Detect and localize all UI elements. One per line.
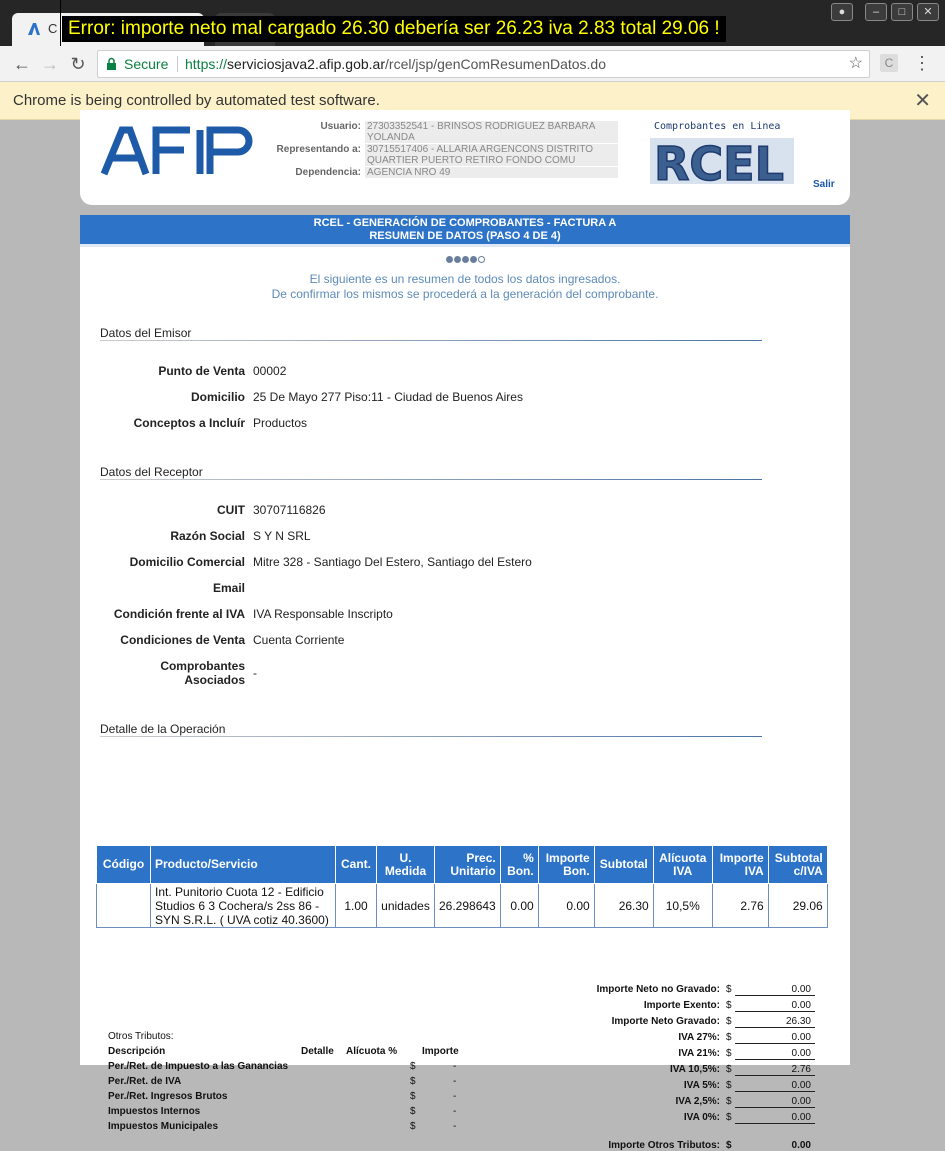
total-label: IVA 27%: <box>678 1032 720 1043</box>
total-currency: $ <box>726 1032 732 1043</box>
cell-line-3: SYN S.R.L. ( UVA cotiz 40.3600) <box>155 912 329 927</box>
forward-arrow-icon[interactable]: → <box>41 54 59 74</box>
col-label-line-1: Prec. <box>466 850 496 865</box>
col-label-line-2: Medida <box>384 863 427 878</box>
field-label: Condiciones de Venta <box>120 633 245 647</box>
representing-value: 30715517406 - ALLARIA ARGENCONS DISTRITO QUARTIER PUERTO RETIRO FONDO COMU <box>365 144 618 166</box>
field-label: Razón Social <box>170 529 245 543</box>
total-value: 26.30 <box>735 1016 815 1028</box>
total-label: IVA 0%: <box>683 1112 720 1123</box>
dependency-label: Dependencia: <box>295 167 361 178</box>
main-panel <box>80 215 850 1151</box>
col-label-line-1: % <box>523 850 534 865</box>
total-value: 0.00 <box>735 1080 815 1092</box>
total-value: 0.00 <box>735 984 815 996</box>
col-label-line-2: Unitario <box>450 863 496 878</box>
total-label: Importe Exento: <box>643 1000 720 1011</box>
field-label: Condición frente al IVA <box>113 607 245 621</box>
cell-line-2: Studios 6 3 Cochera/s 2ss 86 - <box>155 898 320 913</box>
otros-row-cur: $ <box>410 1061 416 1072</box>
step-indicator <box>80 250 850 264</box>
otros-row-desc: Per./Ret. de IVA <box>108 1076 182 1087</box>
col-label-line-1: Alícuota <box>659 850 707 865</box>
error-banner: Error: importe neto mal cargado 26.30 debería ser 26.23 iva 2.83 total 29.06 ! <box>62 16 726 42</box>
address-bar[interactable] <box>97 50 870 78</box>
total-label: Importe Otros Tributos: <box>608 1140 720 1151</box>
cell-subtotal: 26.30 <box>594 884 653 928</box>
cell-alicuota-iva: 10,5% <box>653 884 712 928</box>
menu-dots-icon[interactable]: ⋮ <box>913 53 931 73</box>
back-arrow-icon[interactable]: ← <box>13 54 31 74</box>
browser-titlebar <box>0 0 945 46</box>
url-path: /rcel/jsp/genComResumenDatos.do <box>385 56 607 72</box>
svg-text:RCEL: RCEL <box>654 137 784 191</box>
col-label-line-2: c/IVA <box>793 863 823 878</box>
cell-importe-bonificacion: 0.00 <box>538 884 594 928</box>
field-value: - <box>253 666 257 680</box>
otros-row-cur: $ <box>410 1121 416 1132</box>
col-producto: Producto/Servicio <box>151 846 336 884</box>
total-currency: $ <box>726 1016 732 1027</box>
col-label-line-1: Importe <box>545 850 590 865</box>
total-currency: $ <box>726 1080 732 1091</box>
field-label: Domicilio Comercial <box>129 555 245 569</box>
col-label-line-1: Subtotal <box>774 850 823 865</box>
total-value: 0.00 <box>791 1140 811 1151</box>
cell-line-1: Int. Punitorio Cuota 12 - Edificio <box>155 884 324 899</box>
otros-h-importe: Importe <box>422 1046 459 1057</box>
otros-tributos-title: Otros Tributos: <box>108 1031 174 1042</box>
total-value: 0.00 <box>735 1112 815 1124</box>
step-dot <box>478 256 485 263</box>
afip-logo <box>98 122 270 178</box>
dependency-value: AGENCIA NRO 49 <box>365 167 618 178</box>
afip-header <box>80 110 850 205</box>
lock-icon <box>106 58 117 70</box>
close-window-button[interactable]: ✕ <box>917 3 939 21</box>
section-emisor: Datos del Emisor <box>100 326 192 340</box>
intro-text <box>80 272 850 302</box>
total-currency: $ <box>726 984 732 995</box>
step-dot <box>454 256 461 263</box>
cell-unidad-medida: unidades <box>377 884 435 928</box>
extension-icon[interactable]: C <box>880 54 898 72</box>
step-dot <box>462 256 469 263</box>
total-label: IVA 21%: <box>678 1048 720 1059</box>
omnibox-separator <box>177 56 178 72</box>
total-label: IVA 2,5%: <box>675 1096 720 1107</box>
col-codigo: Código <box>97 846 151 884</box>
col-label-line-2: IVA <box>744 863 764 878</box>
field-label: Punto de Venta <box>158 364 245 378</box>
field-label: Email <box>212 581 245 595</box>
otros-h-descripcion: Descripción <box>108 1046 166 1057</box>
otros-row-desc: Impuestos Municipales <box>108 1121 219 1132</box>
total-value: 0.00 <box>735 1032 815 1044</box>
otros-row-cur: $ <box>410 1076 416 1087</box>
total-label: IVA 5%: <box>683 1080 720 1091</box>
total-currency: $ <box>726 1064 732 1075</box>
otros-h-detalle: Detalle <box>301 1046 334 1057</box>
section-receptor: Datos del Receptor <box>100 465 203 479</box>
intro-line-2: De confirmar los mismos se procederá a la generación del comprobante. <box>271 287 659 301</box>
total-label: Importe Neto Gravado: <box>611 1016 720 1027</box>
total-label: Importe Neto no Gravado: <box>596 984 720 995</box>
afip-favicon-icon <box>26 21 42 37</box>
representing-label: Representando a: <box>276 144 361 155</box>
otros-row-val: - <box>453 1106 457 1117</box>
total-value: 0.00 <box>735 1048 815 1060</box>
infobar-close-icon[interactable]: ✕ <box>914 90 931 112</box>
total-value: 0.00 <box>735 1096 815 1108</box>
field-label-line-2: Asociados <box>184 673 245 687</box>
otros-row-desc: Per./Ret. Ingresos Brutos <box>108 1091 228 1102</box>
field-value: 25 De Mayo 277 Piso:11 - Ciudad de Buenos Aires <box>253 390 523 404</box>
cell-importe-iva: 2.76 <box>712 884 768 928</box>
page-viewport <box>5 120 940 1151</box>
field-value: S Y N SRL <box>253 529 311 543</box>
otros-row-val: - <box>453 1061 457 1072</box>
section-divider <box>100 340 762 341</box>
detail-table <box>96 845 828 928</box>
url-host: serviciosjava2.afip.gob.ar <box>227 56 386 72</box>
cell-codigo <box>97 884 151 928</box>
col-alicuota-iva <box>653 846 712 884</box>
col-label-line-1: U. <box>399 850 412 865</box>
cell-subtotal-con-iva: 29.06 <box>768 884 827 928</box>
field-label-line-1: Comprobantes <box>160 659 245 673</box>
tab-title: C <box>48 21 58 36</box>
secure-label: Secure <box>124 56 169 72</box>
col-subtotal-con-iva <box>768 846 827 884</box>
col-unidad-medida <box>377 846 435 884</box>
total-currency: $ <box>726 1048 732 1059</box>
otros-h-alicuota: Alícuota % <box>346 1046 398 1057</box>
otros-row-cur: $ <box>410 1106 416 1117</box>
total-currency: $ <box>726 1140 732 1151</box>
page-subtitle: RESUMEN DE DATOS (PASO 4 DE 4) <box>369 230 561 242</box>
table-header-row <box>97 846 828 884</box>
cell-cantidad: 1.00 <box>336 884 377 928</box>
otros-row-cur: $ <box>410 1091 416 1102</box>
step-dot <box>470 256 477 263</box>
rcel-tagline: Comprobantes en Linea <box>654 121 781 132</box>
total-currency: $ <box>726 1000 732 1011</box>
otros-row-desc: Per./Ret. de Impuesto a las Ganancias <box>108 1061 289 1072</box>
total-value: 0.00 <box>735 1000 815 1012</box>
col-cantidad: Cant. <box>336 846 377 884</box>
field-value: 30707116826 <box>253 503 326 517</box>
cell-producto <box>151 884 336 928</box>
col-importe-iva <box>712 846 768 884</box>
otros-row-val: - <box>453 1091 457 1102</box>
user-label: Usuario: <box>320 121 361 132</box>
step-dot <box>446 256 453 263</box>
col-label-line-1: Importe <box>719 850 764 865</box>
minimize-button[interactable]: – <box>865 3 887 21</box>
field-value: Productos <box>253 416 308 430</box>
logout-link[interactable]: Salir <box>813 179 835 190</box>
otros-row-desc: Impuestos Internos <box>108 1106 201 1117</box>
reload-icon[interactable]: ↻ <box>70 54 86 74</box>
col-label-line-2: Bon. <box>563 863 590 878</box>
browser-toolbar <box>0 46 945 82</box>
cell-precio-unitario: 26.298643 <box>435 884 501 928</box>
col-bonificacion <box>500 846 538 884</box>
col-label-line-2: Bon. <box>507 863 534 878</box>
page-title: RCEL - GENERACIÓN DE COMPROBANTES - FACTURA A <box>313 217 617 229</box>
field-value: IVA Responsable Inscripto <box>253 607 393 621</box>
title-band <box>80 244 850 247</box>
field-value: 00002 <box>253 364 287 378</box>
section-detalle: Detalle de la Operación <box>100 722 226 736</box>
field-label: Conceptos a Incluír <box>133 416 245 430</box>
section-divider <box>100 736 762 737</box>
total-currency: $ <box>726 1096 732 1107</box>
total-currency: $ <box>726 1112 732 1123</box>
maximize-button[interactable]: □ <box>891 3 913 21</box>
col-importe-bonificacion <box>538 846 594 884</box>
field-label: Domicilio <box>190 390 245 404</box>
table-row <box>97 884 828 928</box>
section-divider <box>100 479 762 480</box>
col-precio-unitario <box>435 846 501 884</box>
url-scheme: https:// <box>185 56 228 72</box>
total-label: IVA 10,5%: <box>669 1064 720 1075</box>
col-label-line-2: IVA <box>673 863 693 878</box>
total-value: 2.76 <box>735 1064 815 1076</box>
otros-row-val: - <box>453 1076 457 1087</box>
otros-row-val: - <box>453 1121 457 1132</box>
field-value: Mitre 328 - Santiago Del Estero, Santiago del Estero <box>253 555 532 569</box>
field-label: CUIT <box>217 503 245 517</box>
col-subtotal: Subtotal <box>594 846 653 884</box>
url-text <box>185 51 606 77</box>
user-info-box <box>273 121 618 179</box>
bookmark-star-icon[interactable]: ☆ <box>848 55 863 72</box>
user-value: 27303352541 - BRINSOS RODRIGUEZ BARBARA YOLANDA <box>365 121 618 143</box>
field-label <box>85 659 245 687</box>
intro-line-1: El siguiente es un resumen de todos los datos ingresados. <box>309 272 621 286</box>
cell-bonificacion: 0.00 <box>500 884 538 928</box>
profile-icon[interactable]: ● <box>831 3 853 21</box>
infobar-text: Chrome is being controlled by automated test software. <box>13 92 380 109</box>
page-title-bar <box>80 215 850 244</box>
rcel-logo <box>648 134 798 191</box>
field-value: Cuenta Corriente <box>253 633 345 647</box>
